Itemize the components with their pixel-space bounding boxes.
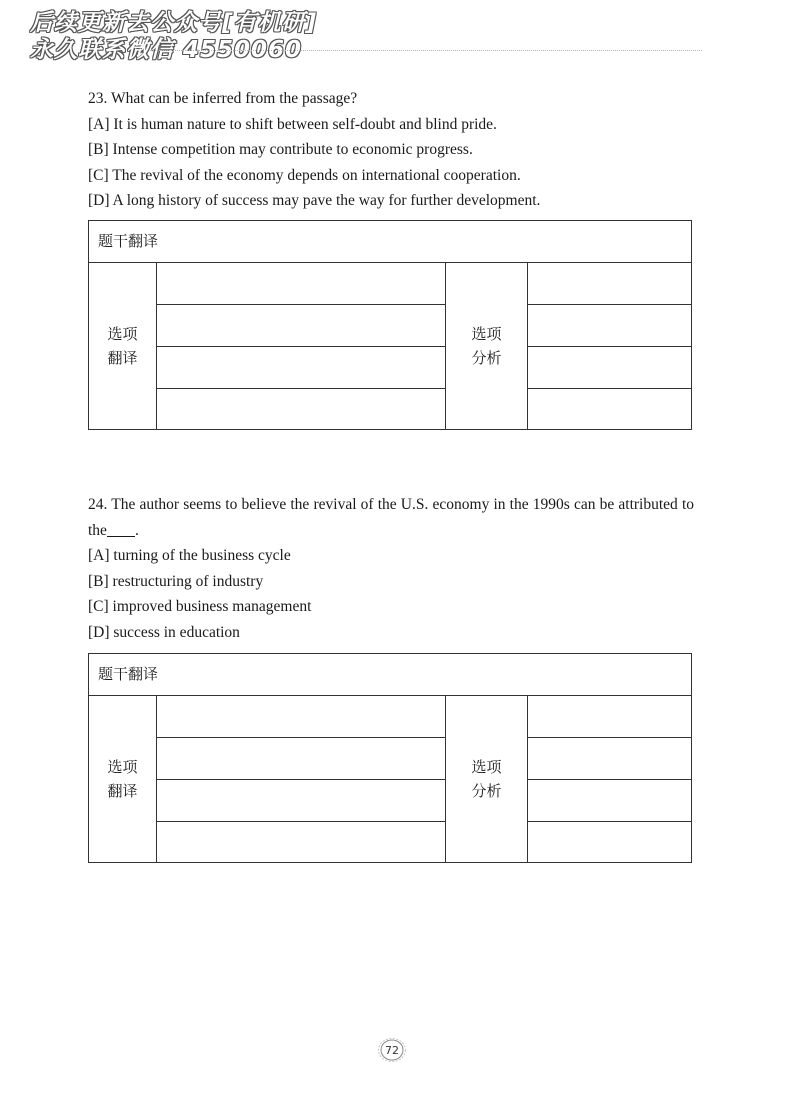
option-b: [B] restructuring of industry	[88, 572, 264, 590]
writing-line[interactable]	[528, 305, 691, 347]
option-analysis-label	[445, 263, 528, 429]
writing-line[interactable]	[157, 738, 445, 780]
label-line: 选项	[471, 758, 502, 776]
label-line: 翻译	[107, 782, 138, 800]
question-23	[88, 86, 694, 214]
option-a: [A] It is human nature to shift between self-doubt and blind pride.	[88, 115, 497, 133]
page-number-text: 72	[385, 1043, 399, 1057]
answer-table-24	[88, 653, 692, 863]
label-line: 选项	[107, 758, 138, 776]
writing-line[interactable]	[157, 305, 445, 347]
table-body	[89, 263, 691, 429]
page-number	[377, 1038, 407, 1062]
writing-line[interactable]	[157, 263, 445, 305]
writing-line[interactable]	[528, 347, 691, 389]
option-analysis-label	[445, 696, 528, 862]
writing-line[interactable]	[157, 822, 445, 863]
option-d: [D] A long history of success may pave the way for further development.	[88, 192, 541, 209]
analysis-lines	[528, 696, 691, 862]
writing-line[interactable]	[157, 696, 445, 738]
label-line: 分析	[471, 782, 502, 800]
label-line: 选项	[471, 325, 502, 343]
writing-line[interactable]	[528, 263, 691, 305]
writing-line[interactable]	[528, 738, 691, 780]
writing-line[interactable]	[528, 822, 691, 863]
option-d: [D] success in education	[88, 623, 240, 641]
writing-line[interactable]	[528, 389, 691, 430]
question-stem-end: .	[134, 521, 139, 539]
label-line: 选项	[107, 325, 138, 343]
option-translation-label	[89, 696, 157, 862]
question-24	[88, 492, 694, 645]
answer-blank	[107, 521, 135, 537]
translation-lines	[157, 263, 445, 429]
table-header: 题干翻译	[89, 221, 691, 263]
label-line: 翻译	[107, 349, 138, 367]
option-c: [C] The revival of the economy depends on international cooperation.	[88, 166, 521, 184]
watermark-line-2: 永久联系微信 4550060	[30, 37, 303, 63]
analysis-lines	[528, 263, 691, 429]
label-line: 分析	[471, 349, 502, 367]
table-header: 题干翻译	[89, 654, 691, 696]
translation-lines	[157, 696, 445, 862]
question-stem: 23. What can be inferred from the passage?	[88, 90, 358, 107]
answer-table-23	[88, 220, 692, 430]
table-body	[89, 696, 691, 862]
writing-line[interactable]	[157, 389, 445, 430]
watermark	[30, 10, 317, 64]
option-c: [C] improved business management	[88, 598, 312, 615]
header-rule	[150, 50, 702, 51]
writing-line[interactable]	[528, 696, 691, 738]
question-stem-text: 24. The author seems to believe the revival of the U.S. economy in the 1990s can be attributed to the	[88, 496, 694, 539]
writing-line[interactable]	[528, 780, 691, 822]
option-b: [B] Intense competition may contribute to economic progress.	[88, 141, 473, 158]
question-stem	[88, 492, 694, 543]
watermark-line-1: 后续更新去公众号[有机研]	[30, 10, 318, 36]
writing-line[interactable]	[157, 780, 445, 822]
writing-line[interactable]	[157, 347, 445, 389]
option-translation-label	[89, 263, 157, 429]
option-a: [A] turning of the business cycle	[88, 547, 291, 564]
